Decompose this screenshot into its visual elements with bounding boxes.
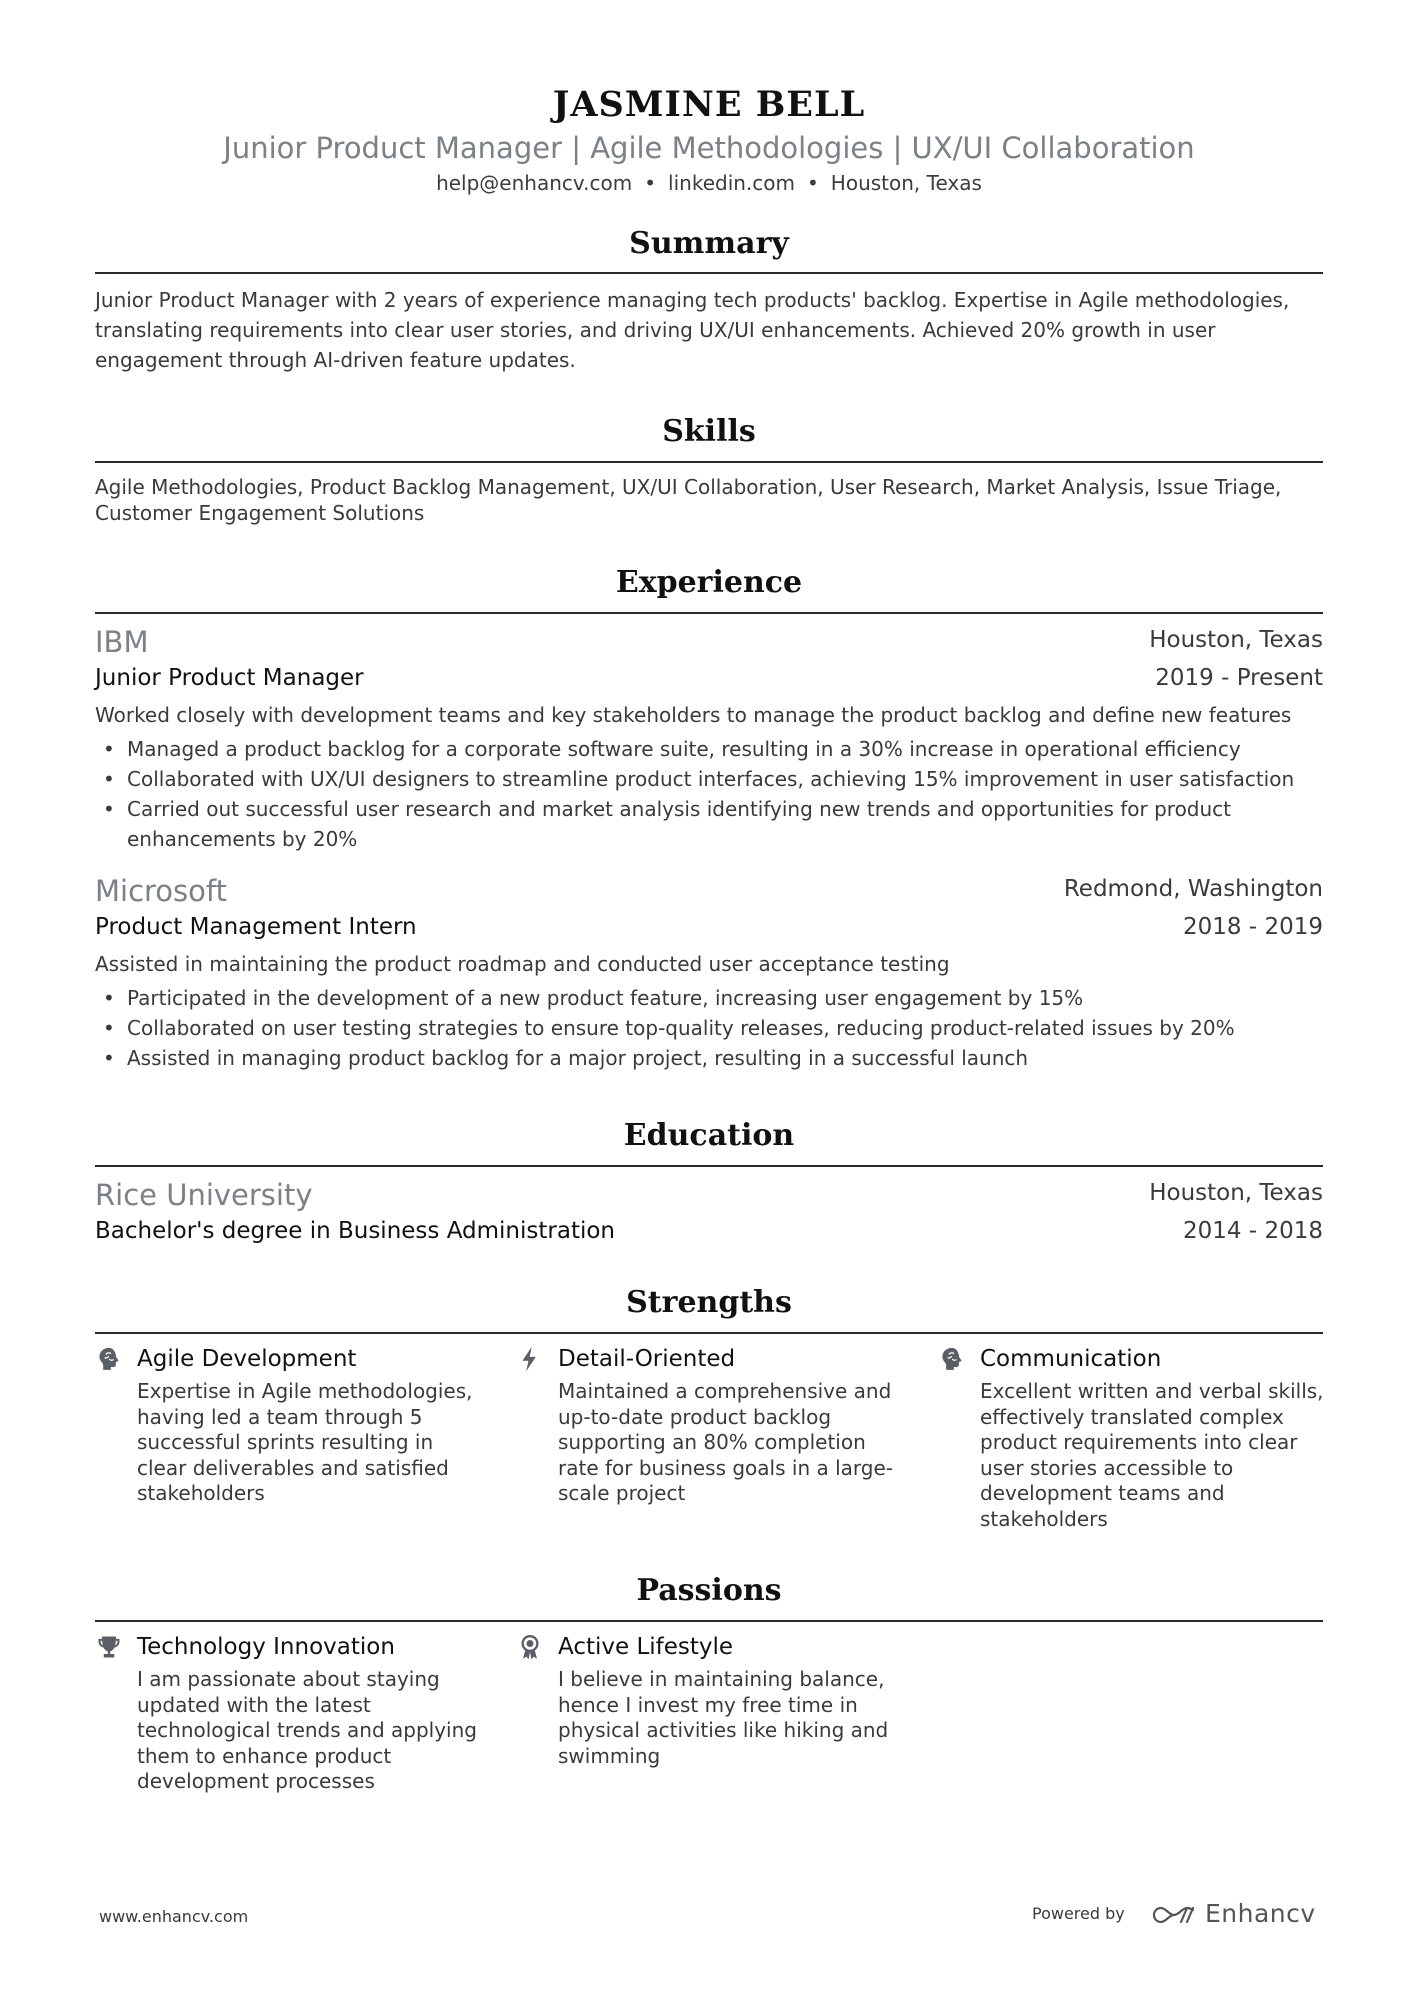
school-name: Rice University xyxy=(95,1178,313,1212)
award-icon xyxy=(516,1633,544,1661)
strength-title: Communication xyxy=(980,1346,1162,1372)
enhancv-logo[interactable] xyxy=(1150,1897,1316,1931)
passion-text: I am passionate about staying updated with the latest technological trends and applying them to enhance product development processes xyxy=(137,1667,477,1793)
experience-heading: Experience xyxy=(615,565,803,600)
school-location: Houston, Texas xyxy=(1149,1180,1323,1206)
experience-role-row xyxy=(95,911,1323,947)
experience-divider xyxy=(95,612,1323,614)
passions-heading: Passions xyxy=(636,1573,782,1608)
skills-heading: Skills xyxy=(662,414,756,449)
candidate-headline: Junior Product Manager | Agile Methodologies | UX/UI Collaboration xyxy=(223,131,1195,165)
company-name: Microsoft xyxy=(95,874,227,908)
enhancv-logo-icon xyxy=(1150,1903,1198,1927)
degree: Bachelor's degree in Business Administration xyxy=(95,1218,616,1244)
brain-icon xyxy=(95,1345,123,1373)
summary-text: Junior Product Manager with 2 years of experience managing tech products' backlog. Expertise in Agile methodologies, translating requirements into clear user stories, and driving UX/UI enhancements. Achieved 20% growth in user engagement through AI-driven feature updates. xyxy=(95,288,1290,372)
list-item: • Participated in the development of a new product feature, increasing user engagement by 15% xyxy=(103,986,1084,1010)
brain-icon xyxy=(938,1345,966,1373)
strengths-divider xyxy=(95,1332,1323,1334)
trophy-icon xyxy=(95,1633,123,1661)
contact-location: Houston, Texas xyxy=(830,171,982,195)
strength-text: Excellent written and verbal skills, effectively translated complex product requirements into clear user stories accessible to development teams and stakeholders xyxy=(980,1379,1324,1531)
passions-divider xyxy=(95,1620,1323,1622)
experience-header-row xyxy=(95,873,1323,909)
education-heading: Education xyxy=(623,1118,795,1153)
education-divider xyxy=(95,1165,1323,1167)
enhancv-logo-text: Enhancv xyxy=(1205,1899,1316,1928)
company-name: IBM xyxy=(95,625,149,659)
job-achievements xyxy=(95,983,1323,1073)
job-title: Product Management Intern xyxy=(95,914,417,940)
strengths-grid xyxy=(95,1343,1323,1543)
education-dates: 2014 - 2018 xyxy=(1183,1218,1323,1244)
skills-text: Agile Methodologies, Product Backlog Management, UX/UI Collaboration, User Research, Market Analysis, Issue Triage, Customer Engagement Solutions xyxy=(95,475,1282,525)
job-dates: 2018 - 2019 xyxy=(1183,914,1323,940)
strength-text: Maintained a comprehensive and up-to-date product backlog supporting an 80% completion rate for business goals in a large-scale project xyxy=(558,1379,893,1505)
list-item: • Carried out successful user research and market analysis identifying new trends and opportunities for product enhancements by 20% xyxy=(103,797,1232,851)
summary-heading: Summary xyxy=(629,226,789,261)
strengths-heading: Strengths xyxy=(626,1285,792,1320)
list-item: • Managed a product backlog for a corporate software suite, resulting in a 30% increase in operational efficiency xyxy=(103,737,1241,761)
job-achievements xyxy=(95,734,1323,854)
contact-separator: • xyxy=(644,171,657,195)
list-item: • Collaborated on user testing strategies to ensure top-quality releases, reducing product-related issues by 20% xyxy=(103,1016,1235,1040)
contact-email[interactable]: help@enhancv.com xyxy=(436,171,633,195)
job-title: Junior Product Manager xyxy=(95,665,364,691)
footer-website-link[interactable]: www.enhancv.com xyxy=(99,1907,249,1926)
lightning-icon xyxy=(516,1345,544,1373)
passion-text: I believe in maintaining balance, hence I invest my free time in physical activities like hiking and swimming xyxy=(558,1667,889,1768)
skills-divider xyxy=(95,461,1323,463)
passions-grid xyxy=(95,1631,1323,1831)
strength-title: Detail-Oriented xyxy=(558,1346,736,1372)
contact-line xyxy=(95,169,1323,197)
passion-title: Technology Innovation xyxy=(137,1634,395,1660)
education-header-row xyxy=(95,1177,1323,1213)
resume-page xyxy=(95,0,1323,1995)
passion-title: Active Lifestyle xyxy=(558,1634,734,1660)
job-dates: 2019 - Present xyxy=(1155,665,1323,691)
company-location: Houston, Texas xyxy=(1149,627,1323,653)
experience-header-row xyxy=(95,624,1323,660)
job-description: Worked closely with development teams and key stakeholders to manage the product backlog and define new features xyxy=(95,703,1292,727)
list-item: • Collaborated with UX/UI designers to streamline product interfaces, achieving 15% improvement in user satisfaction xyxy=(103,767,1295,791)
strength-text: Expertise in Agile methodologies, having led a team through 5 successful sprints resulting in clear deliverables and satisfied stakeholders xyxy=(137,1379,473,1505)
job-description: Assisted in maintaining the product roadmap and conducted user acceptance testing xyxy=(95,952,950,976)
candidate-name: JASMINE BELL xyxy=(552,84,866,125)
contact-linkedin[interactable]: linkedin.com xyxy=(668,171,795,195)
contact-separator: • xyxy=(807,171,819,195)
footer-powered-by: Powered by xyxy=(1032,1904,1125,1923)
experience-role-row xyxy=(95,662,1323,698)
summary-divider xyxy=(95,272,1323,274)
list-item: • Assisted in managing product backlog for a major project, resulting in a successful launch xyxy=(103,1046,1029,1070)
education-degree-row xyxy=(95,1215,1323,1251)
company-location: Redmond, Washington xyxy=(1063,876,1323,902)
strength-title: Agile Development xyxy=(137,1346,357,1372)
